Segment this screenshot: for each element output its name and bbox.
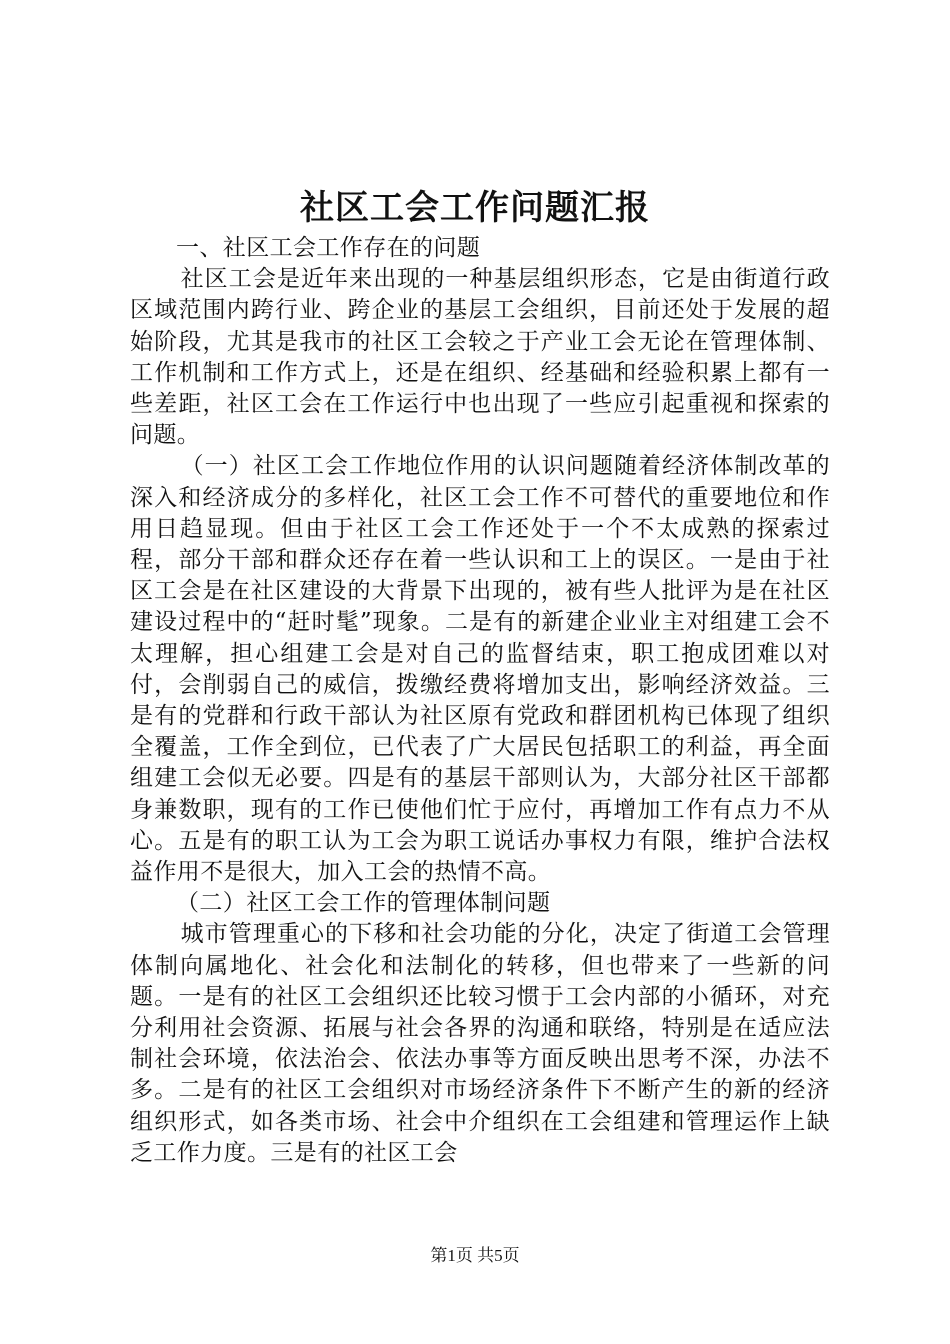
section-heading: 一、社区工会工作存在的问题 — [176, 235, 481, 261]
page-number-footer: 第1页 共5页 — [430, 1246, 520, 1265]
body-paragraph: 社区工会是近年来出现的一种基层组织形态，它是由街道行政区域范围内跨行业、跨企业的基层工会组织，目前还处于发展的超始阶段，尤其是我市的社区工会较之于产业工会无论在管理体制、工作机制和工作方式上，还是在组织、经基础和经验积累上都有一些差距，社区工会在工作运行中也出现了一些应引起重视和探索的问题。 — [130, 266, 830, 449]
document-body — [130, 233, 830, 1169]
body-paragraph: （一）社区工会工作地位作用的认识问题随着经济体制改革的深入和经济成分的多样化，社区工会工作不可替代的重要地位和作用日趋显现。但由于社区工会工作还处于一个不太成熟的探索过程，部分干部和群众还存在着一些认识和工上的误区。一是由于社区工会是在社区建设的大背景下出现的，被有些人批评为是在社区建设过程中的“赶时髦”现象。二是有的新建企业业主对组建工会不太理解，担心组建工会是对自己的监督结束，职工抱成团难以对付，会削弱自己的威信，拨缴经费将增加支出，影响经济效益。三是有的党群和行政干部认为社区原有党政和群团机构已体现了组织全覆盖，工作全到位，已代表了广大居民包括职工的利益，再全面组建工会似无必要。四是有的基层干部则认为，大部分社区干部都身兼数职，现有的工作已使他们忙于应付，再增加工作有点力不从心。五是有的职工认为工会为职工说话办事权力有限，维护合法权益作用不是很大，加入工会的热情不高。 — [130, 453, 830, 886]
document-title: 社区工会工作问题汇报 — [300, 188, 650, 228]
body-paragraph: 城市管理重心的下移和社会功能的分化，决定了街道工会管理体制向属地化、社会化和法制化的转移，但也带来了一些新的问题。一是有的社区工会组织还比较习惯于工会内部的小循环，对充分利用社会资源、拓展与社会各界的沟通和联络，特别是在适应法制社会环境，依法治会、依法办事等方面反映出思考不深，办法不多。二是有的社区工会组织对市场经济条件下不断产生的新的经济组织形式，如各类市场、社会中介组织在工会组建和管理运作上缺乏工作力度。三是有的社区工会 — [130, 921, 830, 1166]
subsection-heading: （二）社区工会工作的管理体制问题 — [176, 890, 551, 917]
